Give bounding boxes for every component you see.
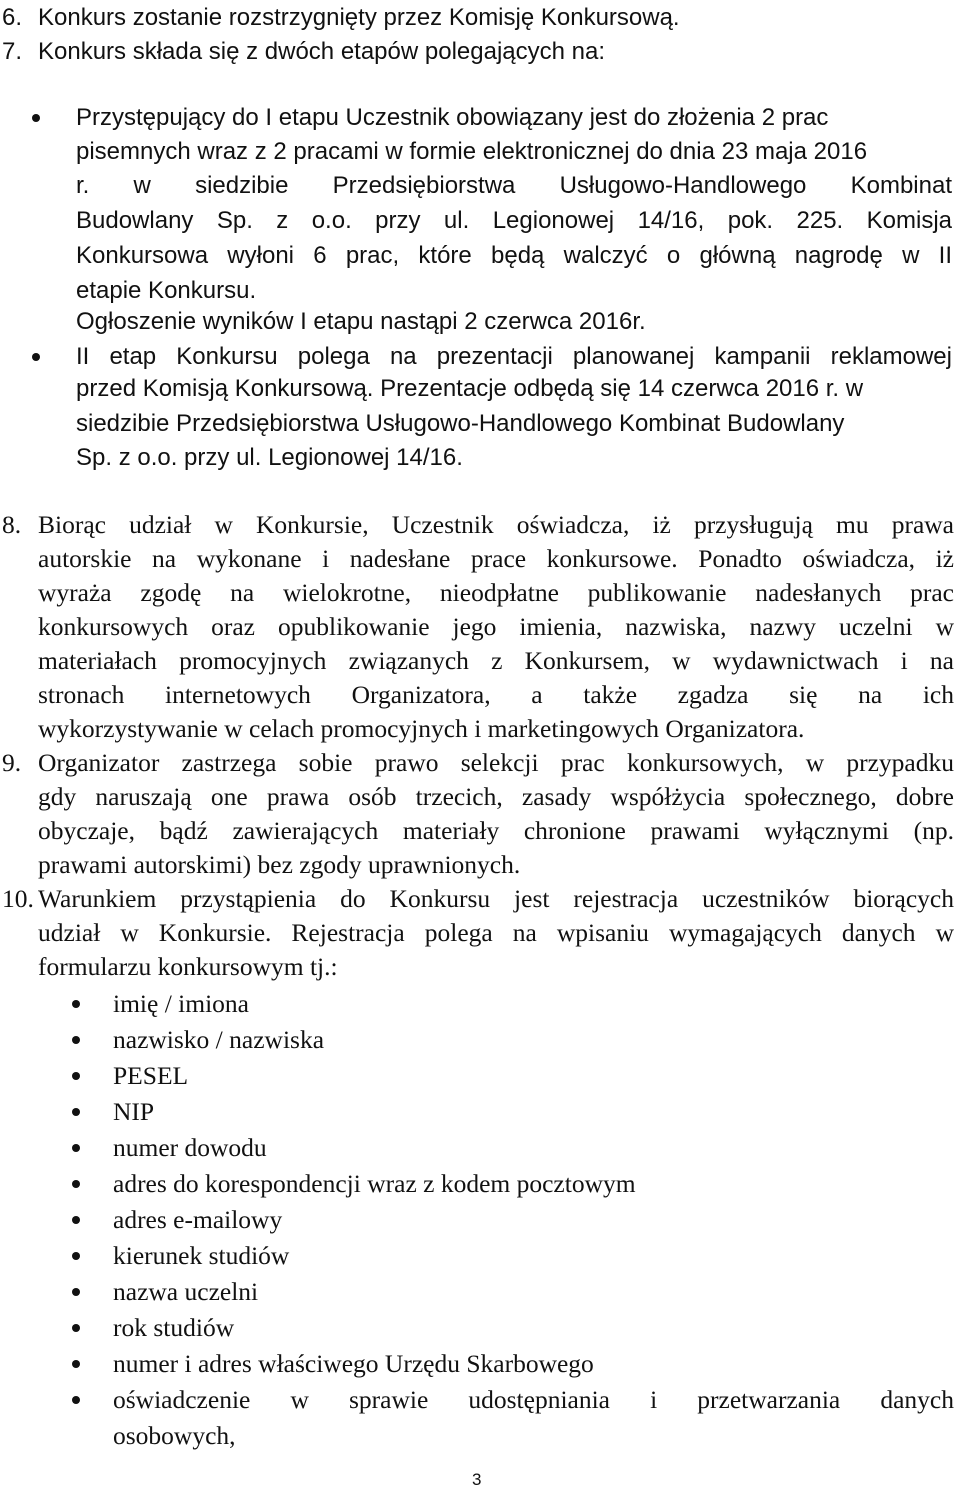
bullet-icon (72, 1216, 80, 1224)
item-8-line: konkursowych oraz opublikowanie jego imienia, nazwiska, nazwy uczelni w (38, 612, 954, 641)
field-item: NIP (113, 1097, 155, 1126)
item-9-number: 9. (2, 748, 22, 777)
item-10-line: Warunkiem przystąpienia do Konkursu jest rejestracja uczestników biorących (38, 884, 954, 913)
item-7-text: Konkurs składa się z dwóch etapów polegających na: (38, 38, 605, 65)
field-item: nazwisko / nazwiska (113, 1025, 325, 1054)
bullet-icon (32, 114, 40, 122)
item-7-number: 7. (2, 38, 23, 65)
item-9-line: prawami autorskimi) bez zgody uprawnionych. (38, 850, 521, 879)
bullet-icon (72, 1144, 80, 1152)
field-item: nazwa uczelni (113, 1277, 259, 1306)
bullet-icon (72, 1324, 80, 1332)
stage-1-line: Konkursowa wyłoni 6 prac, które będą walczyć o główną nagrodę w II (76, 242, 952, 269)
item-8-line: wyraża zgodę na wielokrotne, nieodpłatne publikowanie nadesłanych prac (38, 578, 954, 607)
bullet-icon (72, 1072, 80, 1080)
bullet-icon (72, 1360, 80, 1368)
item-8-line: wykorzystywanie w celach promocyjnych i marketingowych Organizatora. (38, 714, 805, 743)
bullet-icon (72, 1180, 80, 1188)
stage-2-line: przed Komisją Konkursową. Prezentacje odbędą się 14 czerwca 2016 r. w (76, 375, 864, 402)
item-8-line: materiałach promocyjnych związanych z Konkursem, w wydawnictwach i na (38, 646, 954, 675)
field-item-continued: osobowych, (113, 1421, 236, 1450)
bullet-icon (72, 1000, 80, 1008)
item-9-line: Organizator zastrzega sobie prawo selekcji prac konkursowych, w przypadku (38, 748, 954, 777)
item-6-text: Konkurs zostanie rozstrzygnięty przez Komisję Konkursową. (38, 4, 680, 31)
stage-1-line: Ogłoszenie wyników I etapu nastąpi 2 czerwca 2016r. (76, 308, 646, 335)
item-8-line: stronach internetowych Organizatora, a także zgadza się na ich (38, 680, 954, 709)
bullet-icon (72, 1036, 80, 1044)
bullet-icon (72, 1288, 80, 1296)
bullet-icon (72, 1252, 80, 1260)
field-item: oświadczenie w sprawie udostępniania i przetwarzania danych (113, 1385, 954, 1414)
bullet-icon (72, 1108, 80, 1116)
item-8-line: autorskie na wykonane i nadesłane prace konkursowe. Ponadto oświadcza, iż (38, 544, 954, 573)
field-item: adres do korespondencji wraz z kodem pocztowym (113, 1169, 636, 1198)
item-10-number: 10. (2, 884, 34, 913)
bullet-icon (72, 1396, 80, 1404)
stage-1-line: Budowlany Sp. z o.o. przy ul. Legionowej 14/16, pok. 225. Komisja (76, 207, 952, 234)
field-item: adres e-mailowy (113, 1205, 283, 1234)
field-item: numer dowodu (113, 1133, 267, 1162)
item-10-line: udział w Konkursie. Rejestracja polega na wpisaniu wymagających danych w (38, 918, 954, 947)
item-9-line: obyczaje, bądź zawierających materiały chronione prawami wyłącznymi (np. (38, 816, 954, 845)
field-item: kierunek studiów (113, 1241, 290, 1270)
page-number: 3 (472, 1470, 482, 1489)
item-9-line: gdy naruszają one prawa osób trzecich, zasady współżycia społecznego, dobre (38, 782, 954, 811)
stage-2-line: II etap Konkursu polega na prezentacji planowanej kampanii reklamowej (76, 343, 952, 370)
field-item: numer i adres właściwego Urzędu Skarbowego (113, 1349, 594, 1378)
stage-1-line: pisemnych wraz z 2 pracami w formie elektronicznej do dnia 23 maja 2016 (76, 138, 868, 165)
item-8-line: Biorąc udział w Konkursie, Uczestnik oświadcza, iż przysługują mu prawa (38, 510, 954, 539)
item-6-number: 6. (2, 4, 23, 31)
item-8-number: 8. (2, 510, 22, 539)
bullet-icon (32, 353, 40, 361)
stage-2-line: siedzibie Przedsiębiorstwa Usługowo-Handlowego Kombinat Budowlany (76, 410, 845, 437)
stage-1-line: etapie Konkursu. (76, 277, 257, 304)
field-item: imię / imiona (113, 989, 249, 1018)
stage-1-line: r. w siedzibie Przedsiębiorstwa Usługowo-Handlowego Kombinat (76, 172, 952, 199)
stage-1-line: Przystępujący do I etapu Uczestnik obowiązany jest do złożenia 2 prac (76, 104, 829, 131)
field-item: PESEL (113, 1061, 189, 1090)
field-item: rok studiów (113, 1313, 235, 1342)
item-10-line: formularzu konkursowym tj.: (38, 952, 338, 981)
stage-2-line: Sp. z o.o. przy ul. Legionowej 14/16. (76, 444, 463, 471)
